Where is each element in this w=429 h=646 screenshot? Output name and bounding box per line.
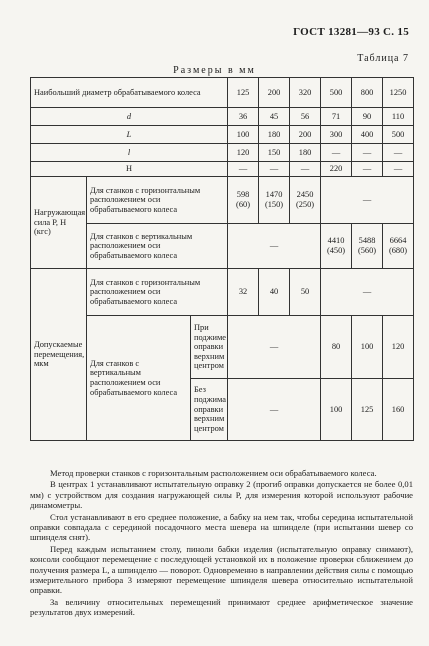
table-cell: 125 [352,379,383,441]
load-horizontal-label: Для станков с горизонтальным расположением оси обрабатываемого колеса [87,177,228,224]
table-row [31,316,414,379]
table-cell: 150 [259,144,290,162]
table-cell: 5488 (560) [352,224,383,269]
table-row [31,224,414,269]
table-cell: 100 [228,126,259,144]
table-cell: 120 [383,316,414,379]
paragraph: Стол устанавливают в его среднее положение, а бабку на нем так, чтобы середина испытательной оправки совпадала с серединой посадочного места шевера на шпинделе (при испытании шевер со шпинделя снят). [30,511,413,543]
table-cell: 32 [228,269,259,316]
table-cell: — [383,144,414,162]
table-cell: — [228,224,321,269]
disp-vertical-label: Для станков с вертикальным расположением оси обрабатываемого колеса [87,316,191,441]
table-number: Таблица 7 [357,53,409,64]
page-header: ГОСТ 13281—93 С. 15 [293,26,409,38]
table-cell: — [259,162,290,177]
table-cell: 220 [321,162,352,177]
table-row [31,126,414,144]
diameter-header: 125 [228,78,259,108]
table-cell: 180 [259,126,290,144]
table-cell: — [321,177,414,224]
table-cell: 2450 (250) [290,177,321,224]
table-cell: 180 [290,144,321,162]
table-cell: 90 [352,108,383,126]
table-cell: — [228,316,321,379]
table-cell: — [290,162,321,177]
table-cell: 500 [383,126,414,144]
table-cell: — [383,162,414,177]
max-diameter-label: Наибольший диаметр обрабатываемого колеса [31,78,228,108]
disp-horizontal-label: Для станков с горизонтальным расположением оси обрабатываемого колеса [87,269,228,316]
diameter-header: 1250 [383,78,414,108]
table-row [31,78,414,108]
disp-sub1-label: При поджиме оправки верхним центром [191,316,228,379]
table-cell: 56 [290,108,321,126]
table-cell: 100 [321,379,352,441]
table-row [31,162,414,177]
table-cell: 4410 (450) [321,224,352,269]
paragraph: Перед каждым испытанием столу, пиноли бабки изделия (испытательную оправку снимают), консоли сообщают перемещение с последующей установкой их в положение проверки сближением до получения размера L, а шпинделю — поворот. Одновременно в направлении действия силы с помощью измерительного прибора 3 измеряют перемещение шпинделя шевера относительно испытательной оправки. [30,543,413,596]
table-cell: — [321,269,414,316]
table-cell: 80 [321,316,352,379]
table-row [31,144,414,162]
table-cell: 300 [321,126,352,144]
disp-sub2-label: Без поджима оправки верхним центром [191,379,228,441]
table-cell: 71 [321,108,352,126]
table-cell: 200 [290,126,321,144]
dimensions-table [30,77,414,441]
diameter-header: 800 [352,78,383,108]
table-cell: 45 [259,108,290,126]
table-cell: — [352,162,383,177]
load-force-label: Нагружающая сила P, Н (кгс) [31,177,87,269]
table-cell: — [228,379,321,441]
table-units: Размеры в мм [173,65,256,76]
symbol-l: l [31,144,228,162]
table-cell: — [228,162,259,177]
table-cell: 110 [383,108,414,126]
symbol-L: L [31,126,228,144]
table-row [31,269,414,316]
diameter-header: 500 [321,78,352,108]
table-cell: — [321,144,352,162]
symbol-H: H [31,162,228,177]
diameter-header: 320 [290,78,321,108]
table-row [31,108,414,126]
paragraph: Метод проверки станков с горизонтальным расположением оси обрабатываемого колеса. [50,468,377,478]
displacement-label: Допускаемые перемещения, мкм [31,269,87,441]
table-cell: 40 [259,269,290,316]
paragraph: За величину относительных перемещений принимают среднее арифметическое значение результатов двух измерений. [30,596,413,618]
table-cell: 598 (60) [228,177,259,224]
paragraph: В центрах 1 устанавливают испытательную оправку 2 (прогиб оправки допускается не более 0,01 мм) с устройством для создания нагружающей силы P, для измерения которой используют рабочие динамометры. [30,479,413,511]
table-row [31,177,414,224]
table-cell: 100 [352,316,383,379]
table-cell: 36 [228,108,259,126]
table-cell: 400 [352,126,383,144]
load-vertical-label: Для станков с вертикальным расположением оси обрабатываемого колеса [87,224,228,269]
table-cell: 120 [228,144,259,162]
symbol-d: d [31,108,228,126]
body-text [30,468,413,619]
table-cell: 160 [383,379,414,441]
table-cell: — [352,144,383,162]
table-cell: 1470 (150) [259,177,290,224]
table-cell: 50 [290,269,321,316]
diameter-header: 200 [259,78,290,108]
table-cell: 6664 (680) [383,224,414,269]
